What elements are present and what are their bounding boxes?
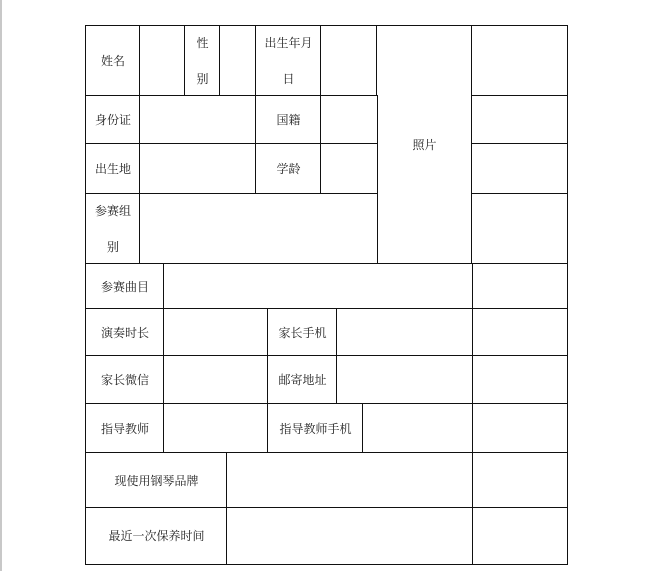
extra-cell-2[interactable] [471, 95, 568, 145]
label-birthplace-text: 出生地 [94, 162, 131, 176]
label-piano-brand [85, 452, 228, 509]
label-repertoire [85, 263, 165, 310]
label-study-years [255, 143, 322, 195]
label-name [85, 25, 141, 97]
label-mailing-address-text: 邮寄地址 [278, 373, 327, 387]
field-birthdate[interactable] [320, 25, 378, 97]
label-name-text: 姓名 [100, 54, 125, 68]
field-teacher[interactable] [163, 403, 269, 454]
label-birthdate [255, 25, 322, 97]
label-teacher-text: 指导教师 [100, 421, 149, 436]
extra-cell-4[interactable] [471, 193, 568, 265]
label-gender-line1: 性 [196, 36, 209, 50]
field-parent-wechat[interactable] [163, 355, 269, 405]
extra-cell-1[interactable] [471, 25, 568, 97]
field-mailing-address[interactable] [336, 355, 473, 405]
label-last-maintenance [85, 507, 228, 565]
label-teacher-phone [267, 403, 364, 454]
field-id-card[interactable] [139, 95, 257, 145]
label-repertoire-text: 参赛曲目 [100, 279, 149, 294]
label-group-line2: 别 [106, 240, 119, 254]
label-parent-phone [267, 308, 338, 357]
label-gender-line2: 别 [196, 72, 209, 86]
extra-cell-7[interactable] [471, 355, 568, 405]
label-last-maintenance-text: 最近一次保养时间 [108, 529, 205, 543]
label-parent-phone-text: 家长手机 [278, 325, 327, 340]
extra-cell-5[interactable] [471, 263, 568, 310]
label-mailing-address [267, 355, 338, 405]
field-duration[interactable] [163, 308, 269, 357]
label-gender [184, 25, 221, 97]
field-group[interactable] [139, 193, 378, 265]
extra-cell-3[interactable] [471, 143, 568, 195]
extra-cell-9[interactable] [471, 452, 568, 509]
field-repertoire[interactable] [163, 263, 473, 310]
field-gender[interactable] [219, 25, 257, 97]
field-teacher-phone[interactable] [362, 403, 473, 454]
label-parent-wechat-text: 家长微信 [100, 373, 149, 387]
label-birthdate-line2: 日 [282, 72, 295, 86]
field-name[interactable] [139, 25, 186, 97]
label-study-years-text: 学龄 [276, 162, 301, 176]
label-teacher [85, 403, 165, 454]
label-birthdate-line1: 出生年月 [264, 36, 313, 50]
field-study-years[interactable] [320, 143, 378, 195]
extra-cell-8[interactable] [471, 403, 568, 454]
label-teacher-phone-text: 指导教师手机 [279, 421, 352, 436]
label-duration [85, 308, 165, 357]
field-piano-brand[interactable] [226, 452, 473, 509]
label-piano-brand-text: 现使用钢琴品牌 [114, 473, 199, 488]
photo-label: 照片 [412, 138, 437, 152]
label-birthplace [85, 143, 141, 195]
label-id-card-text: 身份证 [94, 113, 131, 127]
label-nationality [255, 95, 322, 145]
extra-cell-6[interactable] [471, 308, 568, 357]
extra-cell-10[interactable] [471, 507, 568, 565]
label-group [85, 193, 141, 265]
photo-box[interactable] [376, 25, 473, 265]
field-birthplace[interactable] [139, 143, 257, 195]
label-group-line1: 参赛组 [94, 204, 131, 218]
field-parent-phone[interactable] [336, 308, 473, 357]
label-parent-wechat [85, 355, 165, 405]
field-last-maintenance[interactable] [226, 507, 473, 565]
label-id-card [85, 95, 141, 145]
label-nationality-text: 国籍 [276, 113, 301, 127]
label-duration-text: 演奏时长 [100, 325, 149, 340]
field-nationality[interactable] [320, 95, 378, 145]
